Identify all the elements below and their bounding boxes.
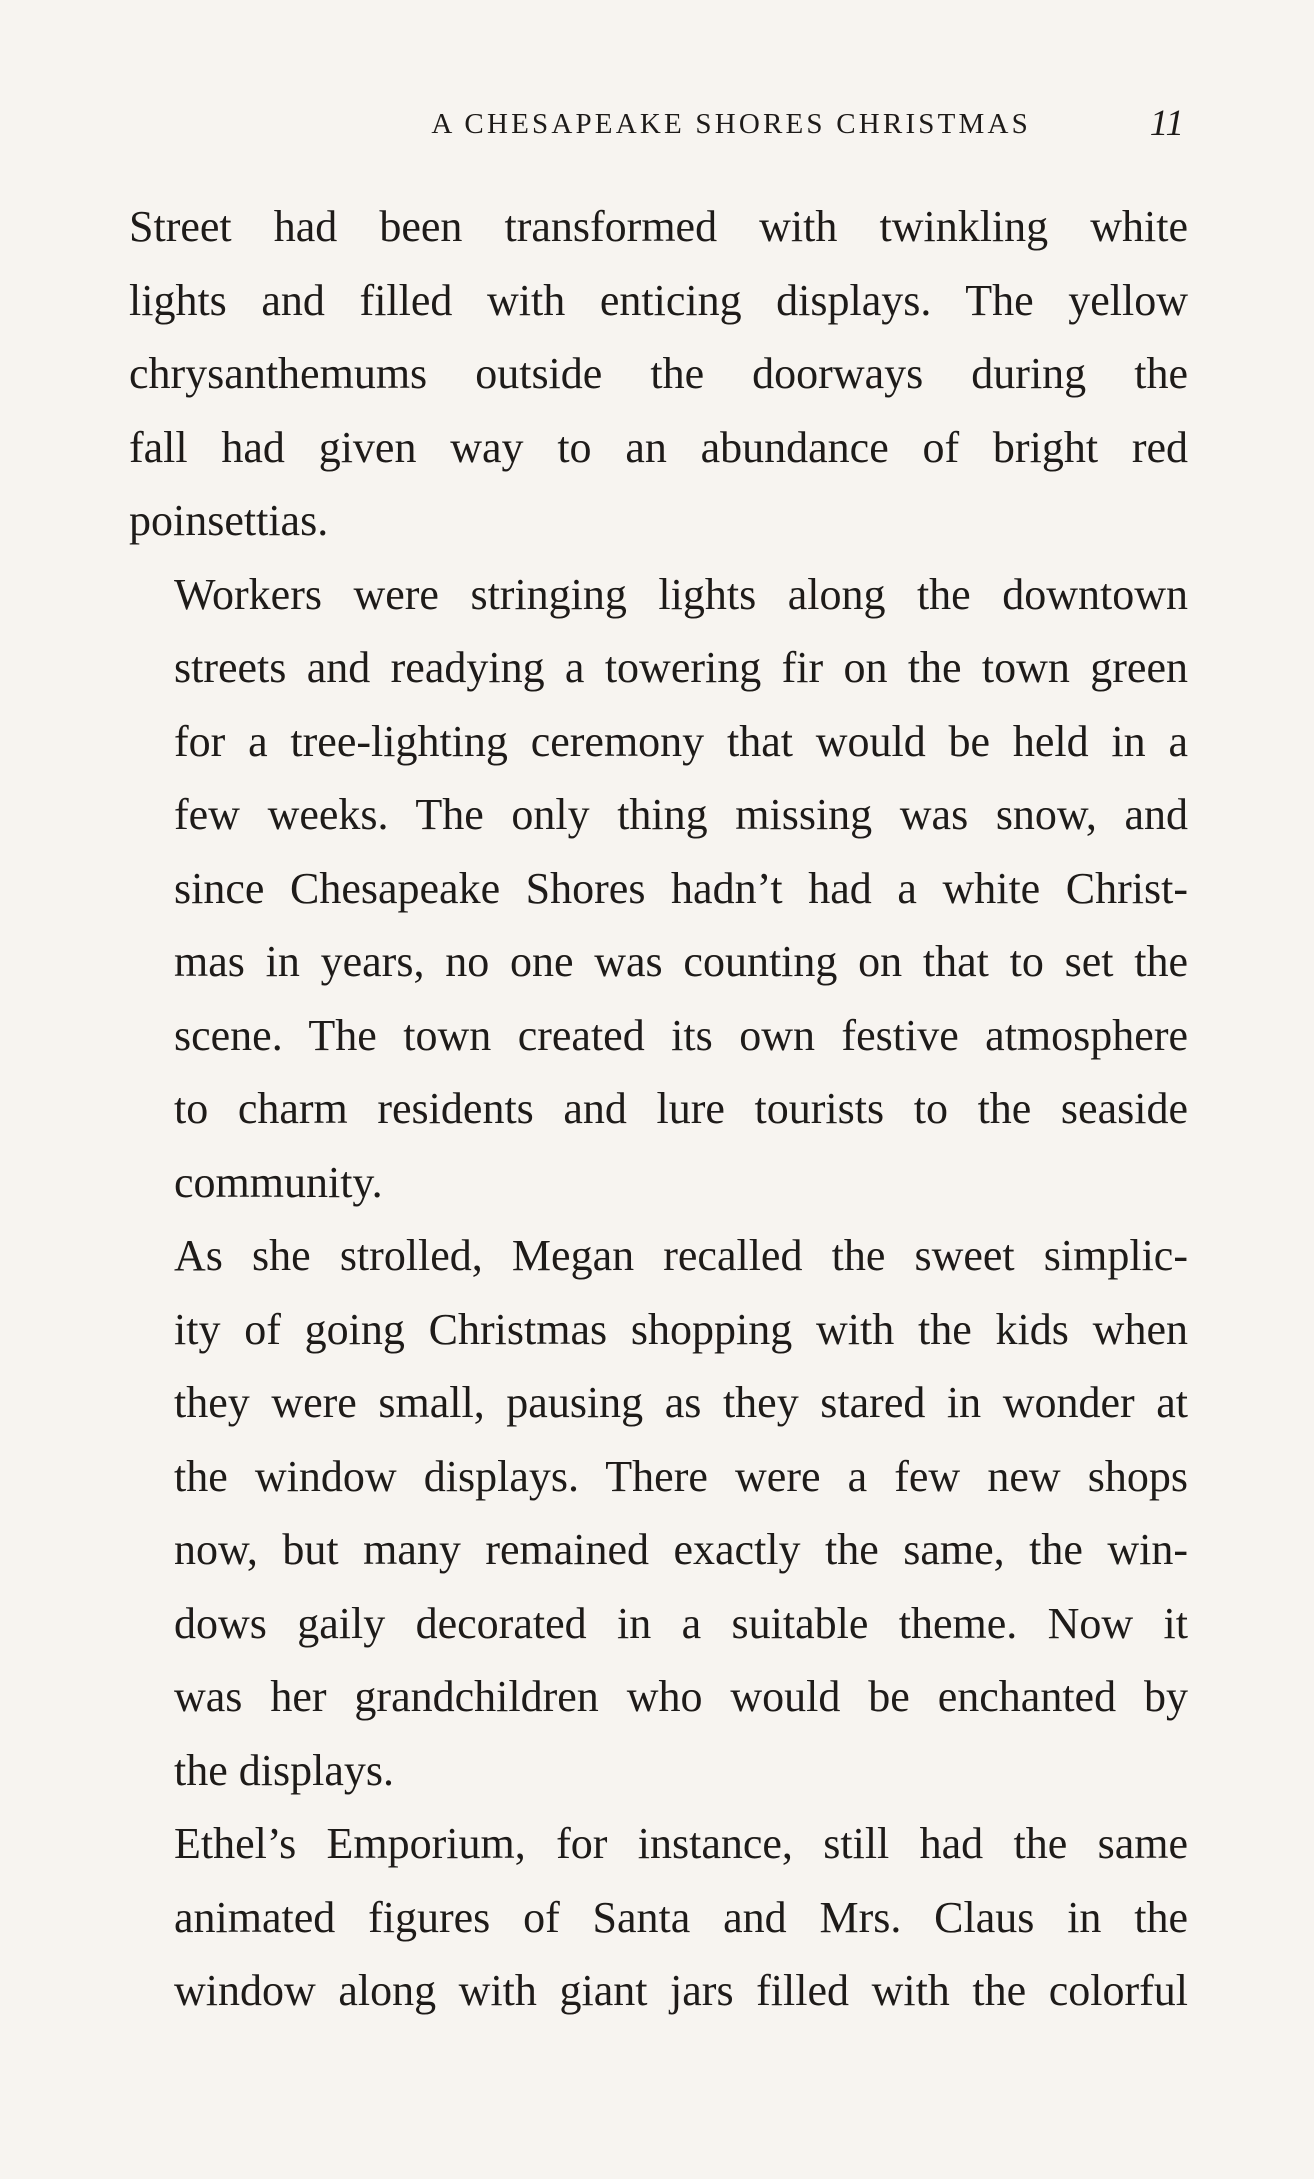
text-line: they were small, pausing as they stared in wonder at (174, 1378, 1188, 1427)
text-line: As she strolled, Megan recalled the sweet simplic- (174, 1231, 1188, 1280)
text-line: ity of going Christmas shopping with the kids when (174, 1304, 1188, 1354)
text-line: fall had given way to an abundance of bright red (129, 422, 1188, 472)
text-line: community. (174, 1157, 383, 1207)
text-line: animated figures of Santa and Mrs. Claus in the (174, 1892, 1188, 1942)
text-line: dows gaily decorated in a suitable theme. Now it (174, 1598, 1188, 1648)
paragraph (129, 1807, 1188, 2028)
paragraph (129, 558, 1188, 1220)
text-line: few weeks. The only thing missing was snow, and (174, 790, 1188, 839)
text-line: to charm residents and lure tourists to the seaside (174, 1084, 1188, 1133)
text-line: mas in years, no one was counting on that to set the (174, 937, 1188, 986)
text-line: Street had been transformed with twinkling white (129, 202, 1188, 251)
page-number: 11 (1149, 103, 1184, 144)
text-line: the window displays. There were a few new shops (174, 1451, 1188, 1501)
text-line: lights and filled with enticing displays. The yellow (129, 275, 1188, 325)
text-line: now, but many remained exactly the same, the win- (174, 1525, 1188, 1574)
text-line: was her grandchildren who would be enchanted by (174, 1672, 1188, 1721)
running-title: A CHESAPEAKE SHORES CHRISTMAS (431, 108, 1031, 140)
text-line: since Chesapeake Shores hadn’t had a white Christ- (174, 863, 1188, 913)
running-head (0, 102, 1314, 146)
text-line: Ethel’s Emporium, for instance, still had the same (174, 1819, 1188, 1868)
text-line: window along with giant jars filled with the colorful (174, 1966, 1188, 2015)
paragraph (129, 190, 1188, 558)
text-line: Workers were stringing lights along the downtown (174, 569, 1188, 619)
body-text (129, 190, 1188, 2028)
text-line: for a tree-lighting ceremony that would be held in a (174, 716, 1188, 766)
text-line: poinsettias. (129, 496, 329, 545)
paragraph (129, 1219, 1188, 1807)
text-line: chrysanthemums outside the doorways during the (129, 349, 1188, 398)
text-line: scene. The town created its own festive atmosphere (174, 1010, 1188, 1060)
text-line: streets and readying a towering fir on the town green (174, 643, 1188, 692)
text-line: the displays. (174, 1745, 394, 1795)
